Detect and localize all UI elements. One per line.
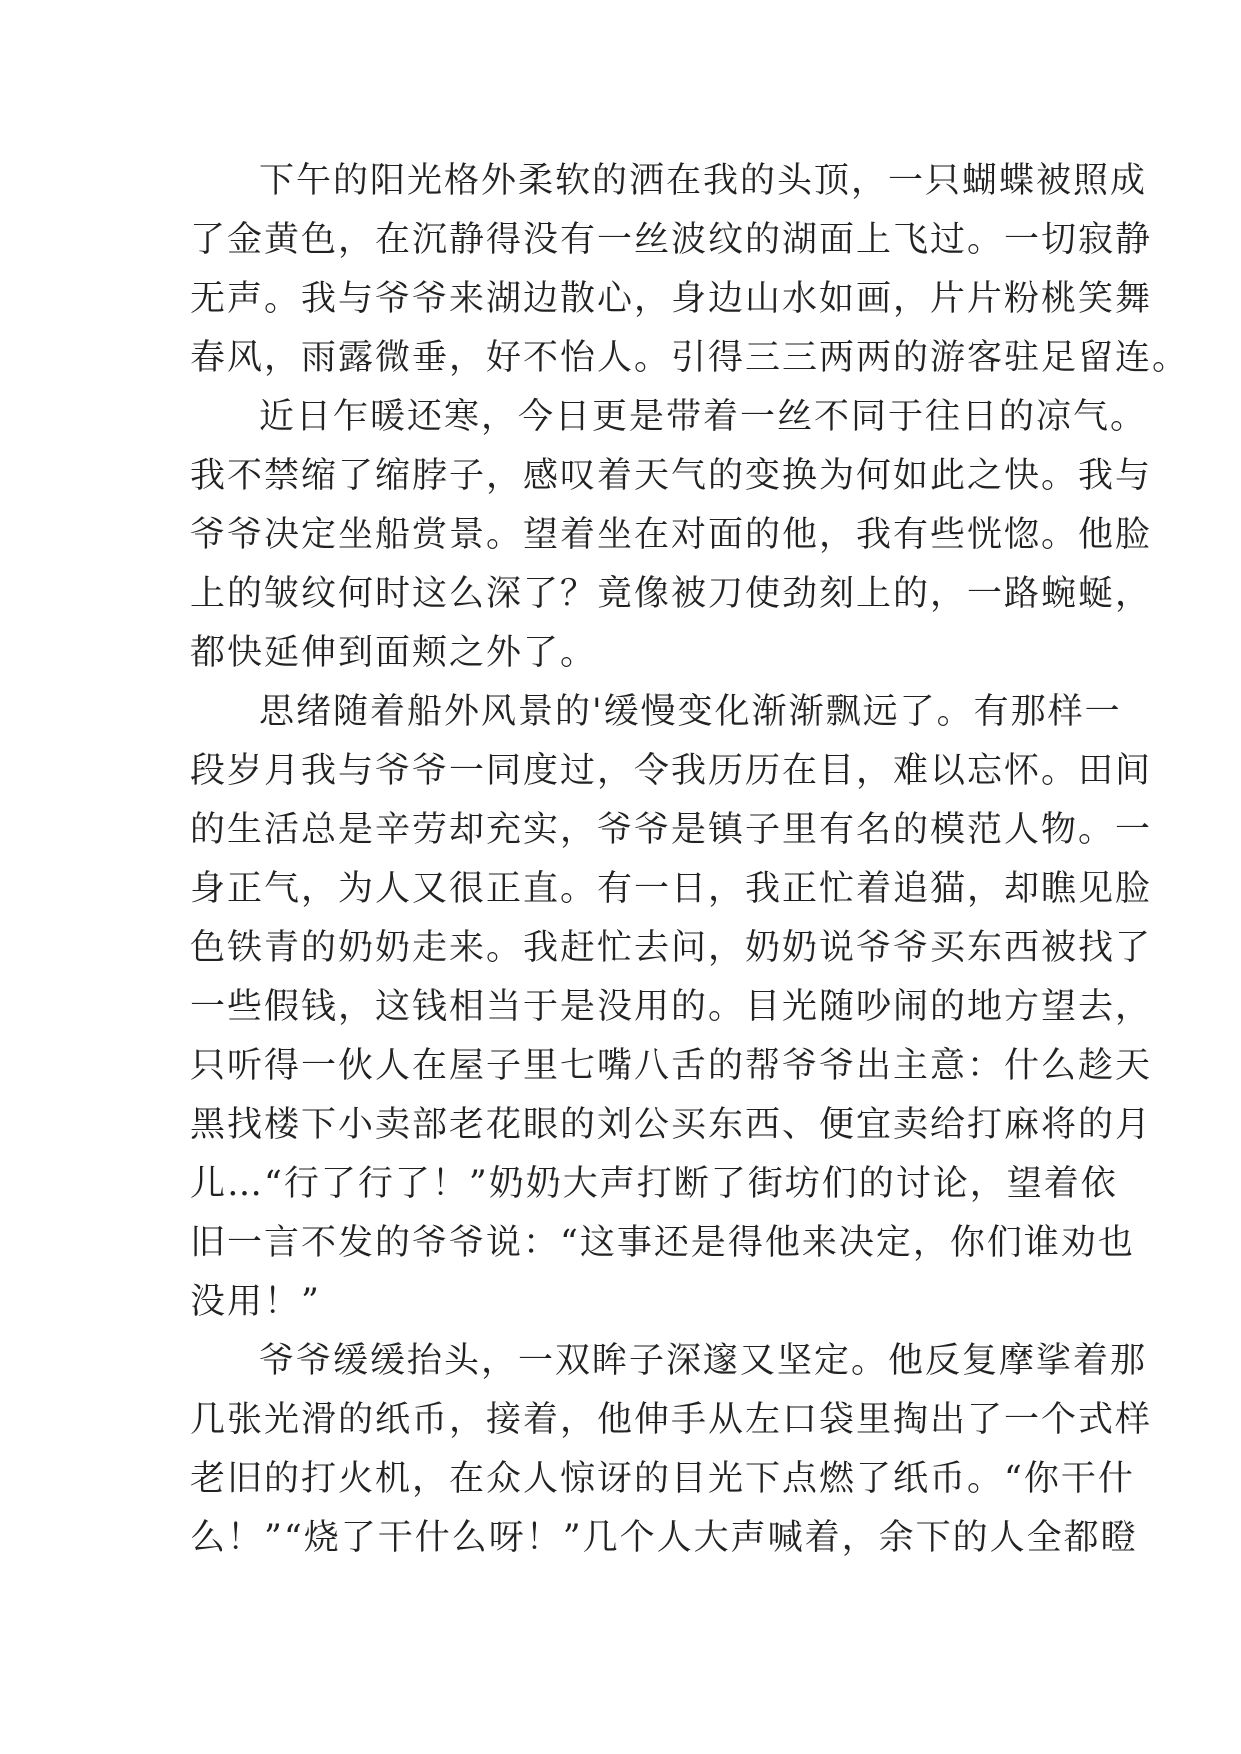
text-line: 的生活总是辛劳却充实，爷爷是镇子里有名的模范人物。一 xyxy=(190,810,1153,850)
text-line: 春风，雨露微垂，好不怡人。引得三三两两的游客驻足留连。 xyxy=(190,338,1190,378)
text-line: 上的皱纹何时这么深了？竟像被刀使劲刻上的，一路蜿蜒， xyxy=(190,574,1153,614)
text-line: 身正气，为人又很正直。有一日，我正忙着追猫，却瞧见脸 xyxy=(190,869,1153,909)
text-line: 只听得一伙人在屋子里七嘴八舌的帮爷爷出主意：什么趁天 xyxy=(190,1046,1153,1086)
text-line: 段岁月我与爷爷一同度过，令我历历在目，难以忘怀。田间 xyxy=(190,751,1153,791)
text-line: 我不禁缩了缩脖子，感叹着天气的变换为何如此之快。我与 xyxy=(190,456,1153,496)
text-line: 一些假钱，这钱相当于是没用的。目光随吵闹的地方望去， xyxy=(190,987,1153,1027)
text-line: 近日乍暖还寒，今日更是带着一丝不同于往日的凉气。 xyxy=(259,397,1148,437)
text-line: 旧一言不发的爷爷说：“这事还是得他来决定，你们谁劝也 xyxy=(190,1223,1135,1263)
text-line: 几张光滑的纸币，接着，他伸手从左口袋里掏出了一个式样 xyxy=(190,1400,1153,1440)
text-line: 都快延伸到面颊之外了。 xyxy=(190,633,598,673)
text-line: 了金黄色，在沉静得没有一丝波纹的湖面上飞过。一切寂静 xyxy=(190,220,1153,260)
text-line: 爷爷决定坐船赏景。望着坐在对面的他，我有些恍惚。他脸 xyxy=(190,515,1153,555)
text-line: 下午的阳光格外柔软的洒在我的头顶，一只蝴蝶被照成 xyxy=(259,161,1148,201)
text-line: 老旧的打火机，在众人惊讶的目光下点燃了纸币。“你干什 xyxy=(190,1459,1135,1499)
text-line: 无声。我与爷爷来湖边散心，身边山水如画，片片粉桃笑舞 xyxy=(190,279,1153,319)
text-line: 黑找楼下小卖部老花眼的刘公买东西、便宜卖给打麻将的月 xyxy=(190,1105,1153,1145)
text-line: 色铁青的奶奶走来。我赶忙去问，奶奶说爷爷买东西被找了 xyxy=(190,928,1153,968)
body-text xyxy=(190,152,1190,1568)
text-line: 么！”“烧了干什么呀！”几个人大声喊着，余下的人全都瞪 xyxy=(190,1518,1138,1558)
text-line: 爷爷缓缓抬头，一双眸子深邃又坚定。他反复摩挲着那 xyxy=(259,1341,1148,1381)
text-line: 思绪随着船外风景的'缓慢变化渐渐飘远了。有那样一 xyxy=(259,692,1122,732)
text-line: 儿…“行了行了！”奶奶大声打断了街坊们的讨论，望着依 xyxy=(190,1164,1118,1204)
text-line: 没用！” xyxy=(190,1282,321,1322)
